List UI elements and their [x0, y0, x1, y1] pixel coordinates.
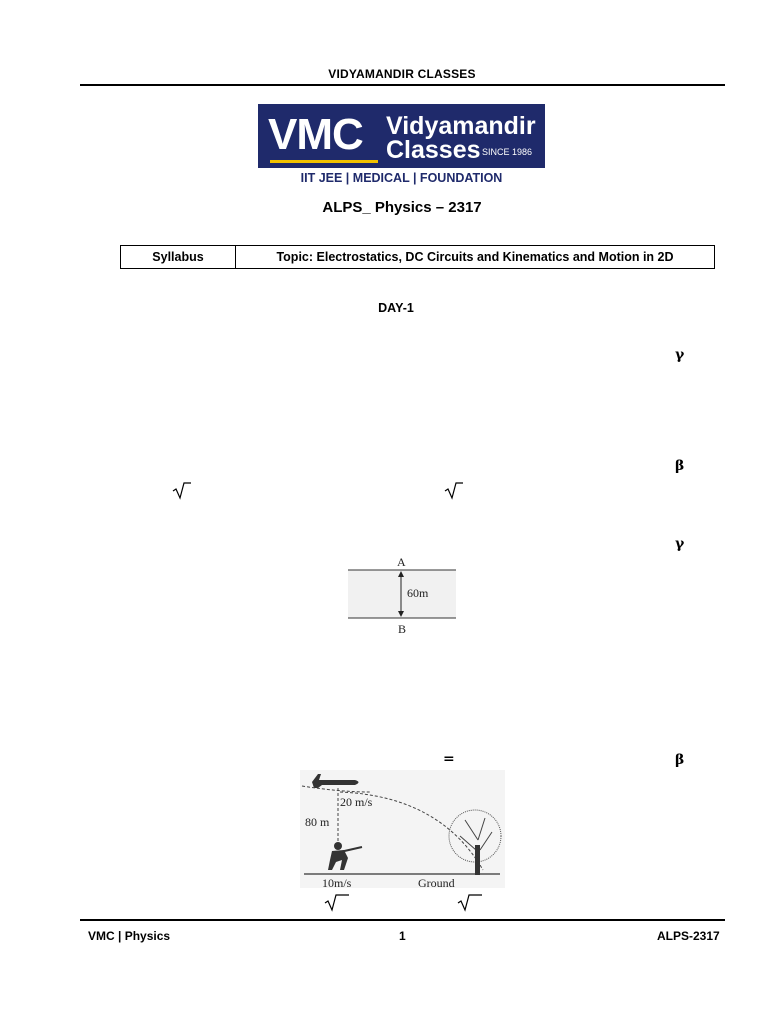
height-label: 80 m: [305, 815, 330, 829]
equals-sign: =: [443, 751, 455, 767]
sqrt-icon: [324, 892, 350, 912]
sqrt-symbol: [457, 892, 483, 917]
point-a-label: A: [397, 555, 406, 569]
header-title: VIDYAMANDIR CLASSES: [328, 67, 476, 81]
sqrt-icon: [457, 892, 483, 912]
document-title: ALPS_ Physics – 2317: [322, 199, 482, 216]
logo-underline: [270, 160, 378, 163]
logo-since: SINCE 1986: [482, 147, 533, 157]
q3-marker: γ: [675, 536, 685, 552]
footer-rule: [80, 919, 725, 921]
ground-label: Ground: [418, 876, 455, 890]
figure-projectile: [300, 770, 505, 895]
sqrt-icon: [172, 480, 192, 500]
syllabus-table: [120, 245, 715, 269]
sqrt-symbol: [172, 480, 192, 505]
figure-river: [348, 555, 456, 637]
logo-mark: VMC: [268, 110, 363, 159]
point-b-label: B: [398, 622, 407, 636]
q1-marker: γ: [675, 347, 685, 363]
plane-speed-label: 20 m/s: [340, 795, 373, 809]
vmc-logo: [258, 104, 545, 168]
syllabus-topic: Topic: Electrostatics, DC Circuits and Kinematics and Motion in 2D: [276, 250, 674, 264]
sqrt-symbol: [324, 892, 350, 917]
header-rule: [80, 84, 725, 86]
logo-name-line2: Classes: [386, 136, 481, 164]
man-speed-label: 10m/s: [322, 876, 352, 890]
sqrt-symbol: [444, 480, 464, 505]
q4-marker: β: [675, 752, 685, 768]
logo-name-line1: Vidyamandir: [386, 112, 536, 140]
logo-tagline: IIT JEE | MEDICAL | FOUNDATION: [300, 171, 503, 185]
footer-page-number: 1: [399, 929, 406, 943]
q2-marker: β: [675, 458, 685, 474]
sqrt-icon: [444, 480, 464, 500]
syllabus-label: Syllabus: [121, 246, 236, 268]
footer-right: ALPS-2317: [657, 929, 720, 943]
footer-left: VMC | Physics: [88, 929, 171, 943]
day-heading: DAY-1: [378, 301, 414, 315]
distance-label: 60m: [407, 586, 429, 600]
